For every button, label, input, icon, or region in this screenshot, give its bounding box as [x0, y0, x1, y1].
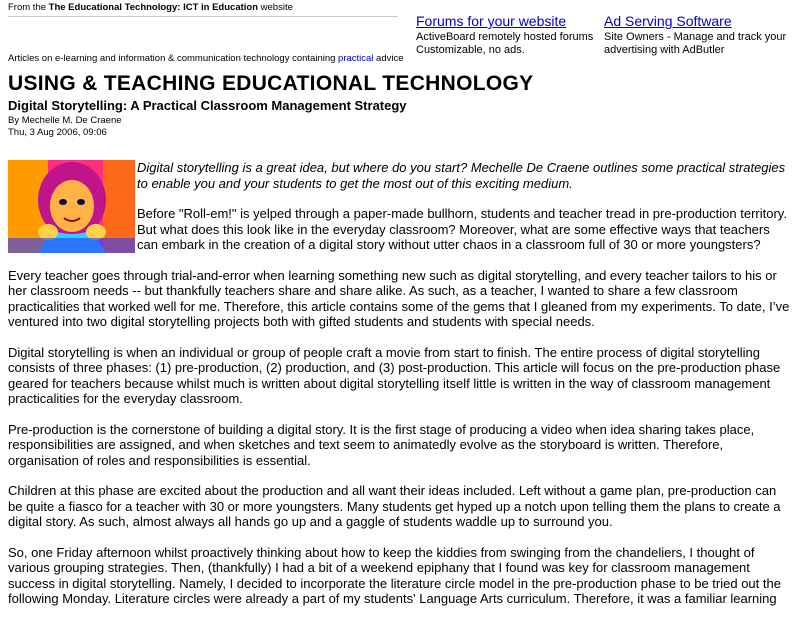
ad-adserving-link[interactable]: Ad Serving Software [604, 13, 732, 29]
article-meta [8, 115, 122, 139]
article-paragraph: Children at this phase are excited about the production and all want their ideas included. Left without a game plan, pre-production can be quite a fiasco for a teacher with 30 or more youngsters. Many students get hyped up a notch upon telling them the plans to create a digital story. As such, almost always all hands go up and a gaggle of students waddle up to surround you. [8, 483, 781, 529]
tagline-after: advice [373, 53, 404, 64]
article-paragraph: So, one Friday afternoon whilst proactively thinking about how to keep the kiddies from swinging from the chandeliers, I thought of various grouping strategies. Then, (thankfully) I had a bit of a weekend epiphany that I found was key for classroom management success in digital storytelling. Namely, I decided to incorporate the literature circle model in the pre-production phase to be tried out the following Monday. Literature circles were already a part of my students' Language Arts curriculum. Therefore, it was a familiar learning [8, 544, 781, 606]
article-intro: Digital storytelling is a great idea, but where do you start? Mechelle De Craene outlines some practical strategies to enable you and your students to get the most out of this exciting medium. [137, 160, 786, 191]
ad-forums-link[interactable]: Forums for your website [416, 13, 567, 29]
from-suffix: website [258, 2, 293, 13]
article-title: Digital Storytelling: A Practical Classroom Management Strategy [8, 98, 407, 113]
ad-adserving-line1: Site Owners - Manage and track your [604, 31, 787, 43]
site-source-bar [8, 1, 398, 17]
ad-forums [416, 15, 596, 57]
article-paragraph: Before "Roll-em!" is yelped through a paper-made bullhorn, students and teacher tread in pre-production territory. But what does this look like in the everyday classroom? Moreover, what are some effective ways that teachers can embark in the creation of a digital story without utter chaos in a classroom full of 30 or more youngsters? [137, 206, 787, 252]
article-byline: By Mechelle M. De Craene [8, 115, 122, 126]
ad-forums-line2: Customizable, no ads. [416, 44, 525, 56]
tagline-before: Articles on e-learning and information & communication technology containing [8, 53, 339, 64]
author-portrait-image [8, 160, 135, 253]
article-body [8, 160, 792, 622]
section-title: USING & TEACHING EDUCATIONAL TECHNOLOGY [8, 72, 534, 95]
from-prefix: From the [8, 2, 49, 13]
ad-adserving-line2: advertising with AdButler [604, 44, 725, 56]
ad-forums-line1: ActiveBoard remotely hosted forums [416, 31, 594, 43]
site-tagline [8, 53, 404, 64]
article-date: Thu, 3 Aug 2006, 09:06 [8, 127, 107, 138]
article-paragraph: Digital storytelling is when an individual or group of people craft a movie from start to finish. The entire process of digital storytelling consists of three phases: (1) pre-production, (2) production, and (3) post-production. This article will focus on the pre-production phase geared for teachers because whilst much is written about digital storytelling itself little is written in the way of classroom management practicalities for the everyday classroom. [8, 344, 781, 406]
site-name: The Educational Technology: ICT in Education [48, 2, 259, 13]
tagline-practical-link[interactable]: practical [338, 53, 374, 64]
ad-adserving [604, 15, 794, 57]
article-paragraph: Every teacher goes through trial-and-error when learning something new such as digital storytelling, and every teacher tailors to his or her classroom needs -- but thankfully teachers share and share alike. As such, as a teacher, I wanted to share a few classroom practicalities that worked well for me. Therefore, this article contains some of the gems that I gleaned from my experiments. To date, I’ve ventured into two digital storytelling projects both with gifted students and students with special needs. [8, 267, 790, 329]
article-paragraph: Pre-production is the cornerstone of building a digital story. It is the first stage of producing a video when idea sharing takes place, responsibilities are assigned, and when sketches and text seem to animatedly evolve as the storyboard is written. Therefore, organisation of roles and responsibilities is essential. [8, 421, 755, 468]
